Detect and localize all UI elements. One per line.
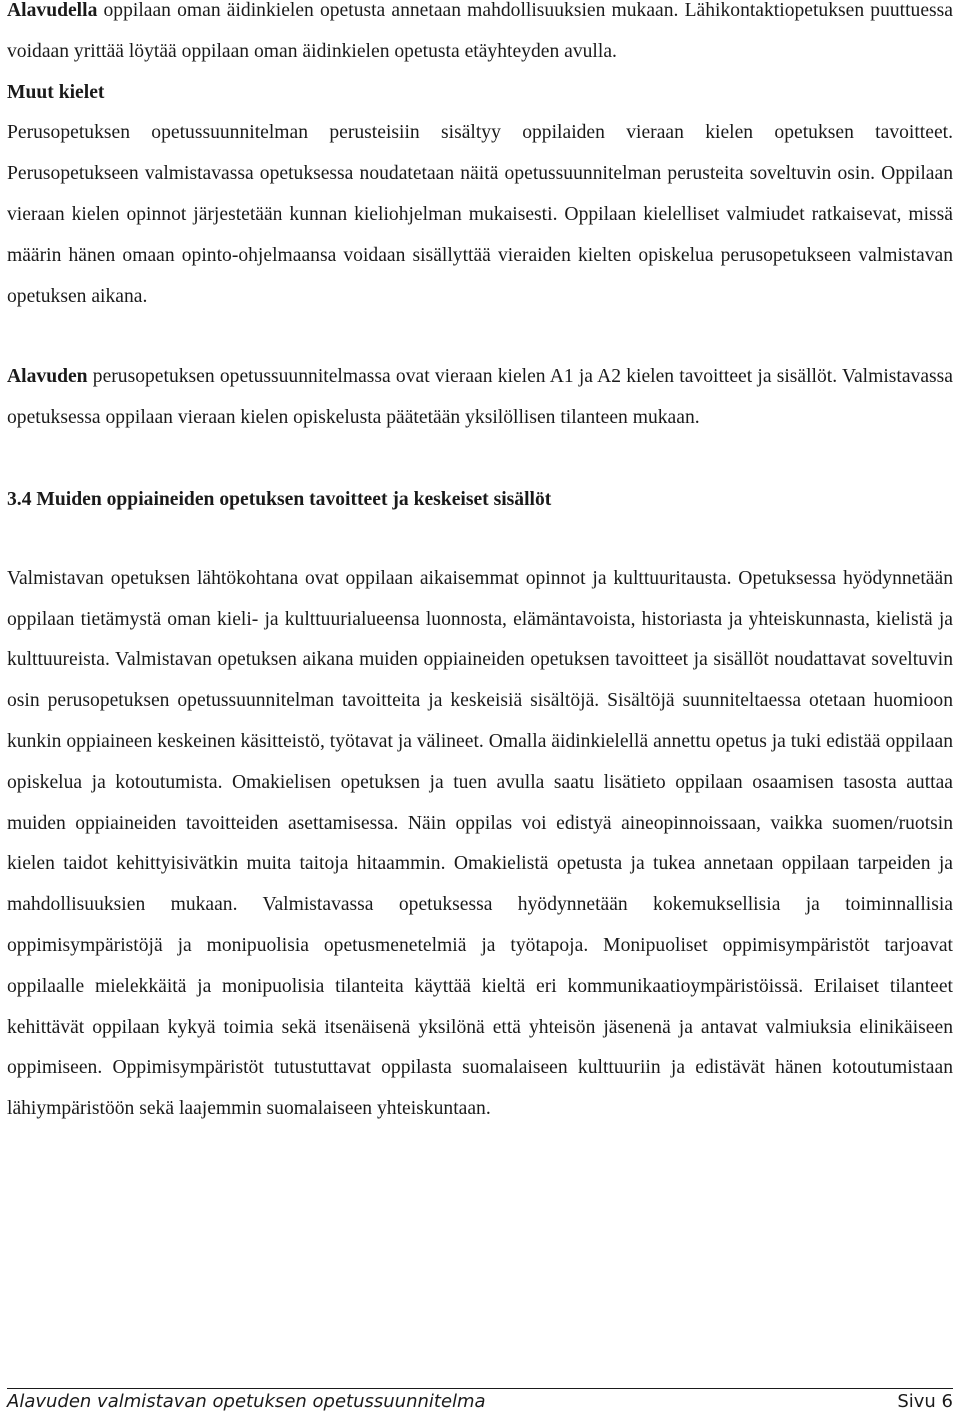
spacer xyxy=(7,439,953,480)
paragraph-text: perusopetuksen opetussuunnitelmassa ovat vieraan kielen A1 ja A2 kielen tavoitteet ja sisällöt. Valmistavassa opetuksessa oppilaan vieraan kielen opiskelusta päätetään yksilöllisen tilanteen mukaan. xyxy=(7,366,953,429)
paragraph-lead-bold: Alavudella xyxy=(7,0,98,21)
page-footer xyxy=(7,1388,953,1417)
section-heading-3-4: 3.4 Muiden oppiaineiden opetuksen tavoitteet ja keskeiset sisällöt xyxy=(7,488,552,510)
footer-document-title: Alavuden valmistavan opetuksen opetussuunnitelma xyxy=(7,1391,486,1412)
spacer xyxy=(7,521,953,559)
heading-muut-kielet: Muut kielet xyxy=(7,81,105,103)
paragraph-mother-tongue xyxy=(7,0,953,73)
paragraph-alavuden-curriculum xyxy=(7,357,953,439)
paragraph-foreign-languages: Perusopetuksen opetussuunnitelman perusteisiin sisältyy oppilaiden vieraan kielen opetuksen tavoitteet. Perusopetukseen valmistavassa opetuksessa noudatetaan näitä opetussuunnitelman perusteita soveltuvin osin. Oppilaan vieraan kielen opinnot järjestetään kunnan kieliohjelman mukaisesti. Oppilaan kielelliset valmiudet ratkaisevat, missä määrin hänen omaan opinto-ohjelmaansa voidaan sisällyttää vieraiden kielten opiskelua perusopetukseen valmistavan opetuksen aikana. xyxy=(7,122,953,307)
spacer xyxy=(7,317,953,357)
paragraph-other-subjects: Valmistavan opetuksen lähtökohtana ovat oppilaan aikaisemmat opinnot ja kulttuuritausta. Opetuksessa hyödynnetään oppilaan tietämystä oman kieli- ja kulttuurialueensa luonnosta, elämäntavoista, historiasta ja yhteiskunnasta, kielistä ja kulttuureista. Valmistavan opetuksen aikana muiden oppiaineiden opetuksen tavoitteet ja sisällöt noudattavat soveltuvin osin perusopetuksen opetussuunnitelman tavoitteita ja keskeisiä sisältöjä. Sisältöjä suunniteltaessa otetaan huomioon kunkin oppiaineen keskeinen käsitteistö, työtavat ja välineet. Omalla äidinkielellä annettu opetus ja tuki edistää oppilaan opiskelua ja kotoutumista. Omakielisen opetuksen ja tuen avulla saatu lisätieto oppilaan osaamisen tasosta auttaa muiden oppiaineiden tavoitteiden asettamisessa. Näin oppilas voi edistyä aineopinnoissaan, vaikka suomen/ruotsin kielen taidot kehittyisivätkin muita taitoja hitaammin. Omakielistä opetusta ja tukea annetaan oppilaan tarpeiden ja mahdollisuuksien mukaan. Valmistavassa opetuksessa hyödynnetään kokemuksellisia ja toiminnallisia oppimisympäristöjä ja monipuolisia opetusmenetelmiä ja työtapoja. Monipuoliset oppimisympäristöt tarjoavat oppilaalle mielekkäitä ja monipuolisia tilanteita käyttää kieltä eri kommunikaatioympäristöissä. Erilaiset tilanteet kehittävät oppilaan kykyä toimia sekä itsenäisenä yksilönä että yhteisön jäsenenä ja antavat valmiuksia elinikäiseen oppimiseen. Oppimisympäristöt tutustuttavat oppilasta suomalaiseen kulttuuriin ja edistävät hänen kotoutumistaan lähiympäristöön sekä laajemmin suomalaiseen yhteiskuntaan. xyxy=(7,567,953,1120)
paragraph-lead-bold: Alavuden xyxy=(7,366,88,388)
paragraph-text: oppilaan oman äidinkielen opetusta annetaan mahdollisuuksien mukaan. Lähikontaktiopetuksen puuttuessa voidaan yrittää löytää oppilaan oman äidinkielen opetusta etäyhteyden avulla. xyxy=(7,0,953,62)
footer-page-number: Sivu 6 xyxy=(897,1391,953,1412)
page-content xyxy=(7,0,953,1130)
